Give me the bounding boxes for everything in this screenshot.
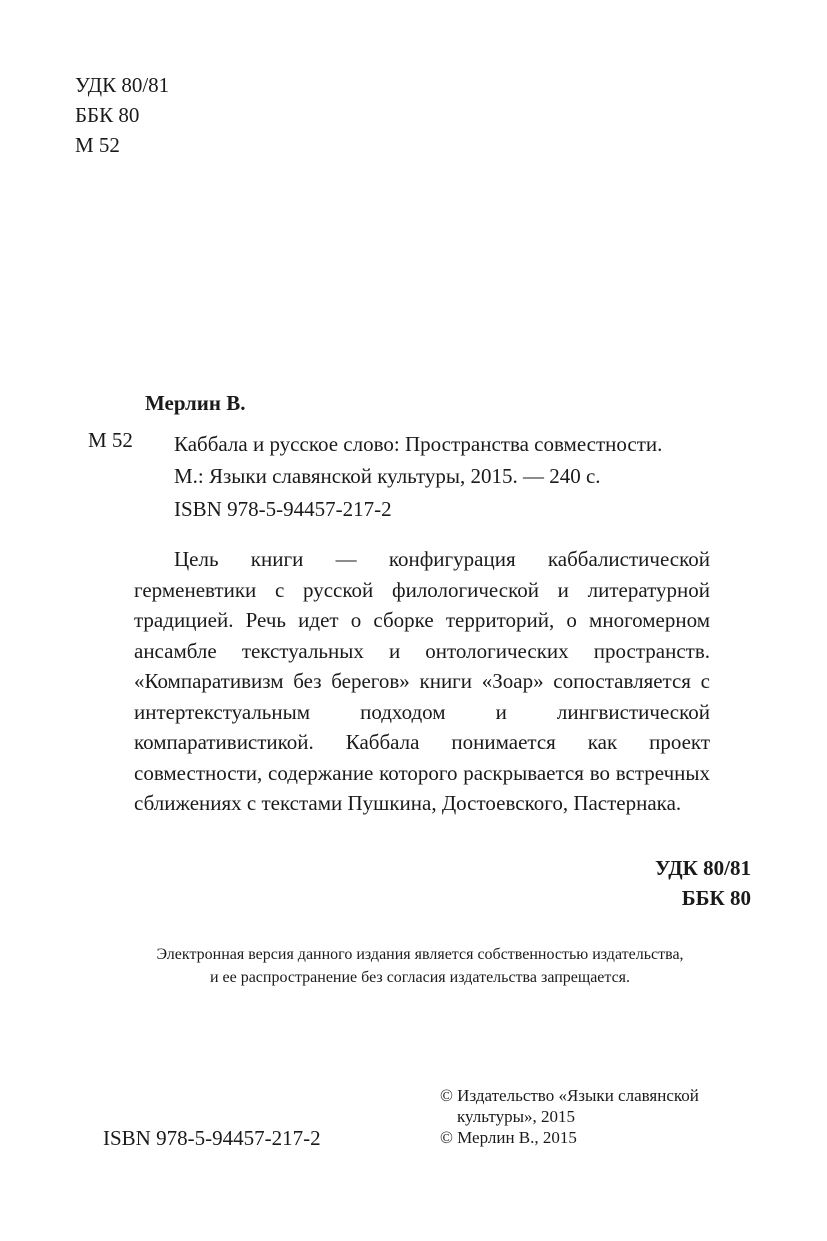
copyright-publisher-line-2: культуры», 2015 [457, 1107, 575, 1126]
header-udk: УДК 80/81 [75, 73, 170, 97]
card-title-line: Каббала и русское слово: Пространства совместности. [174, 432, 663, 456]
header-bbk: ББК 80 [75, 103, 140, 127]
footer-isbn: ISBN 978-5-94457-217-2 [103, 1126, 321, 1150]
card-isbn: ISBN 978-5-94457-217-2 [174, 497, 392, 521]
card-bibliographic-entry [174, 428, 662, 492]
notice-line-2: и ее распространение без согласия издательства запрещается. [209, 969, 631, 986]
right-bbk: ББК 80 [681, 886, 751, 910]
card-author: Мерлин В. [145, 391, 246, 415]
right-classification-codes [655, 853, 751, 913]
copyright-author: © Мерлин В., 2015 [440, 1128, 577, 1147]
header-author-mark: М 52 [75, 133, 120, 157]
notice-line-1: Электронная версия данного издания является собственностью издательства, [156, 946, 684, 963]
copyright-block [440, 1085, 699, 1148]
copyright-publisher-line-1: © Издательство «Языки славянской [440, 1086, 699, 1105]
card-abstract: Цель книги — конфигурация каббалистической герменевтики с русской филологической и литературной традицией. Речь идет о сборке территорий, о многомерном ансамбле текстуальных и онтологических пространств. «Компаративизм без берегов» книги «Зоар» сопоставляется с интертекстуальным подходом и лингвистической компаративистикой. Каббала понимается как проект совместности, содержание которого раскрывается во встречных сближениях с текстами Пушкина, Достоевского, Пастернака. [134, 547, 710, 815]
right-udk: УДК 80/81 [654, 856, 751, 880]
header-classification-codes [75, 70, 169, 160]
card-author-mark: М 52 [88, 428, 133, 452]
electronic-version-notice [60, 943, 780, 989]
card-imprint-line: М.: Языки славянской культуры, 2015. — 240 с. [174, 464, 601, 488]
